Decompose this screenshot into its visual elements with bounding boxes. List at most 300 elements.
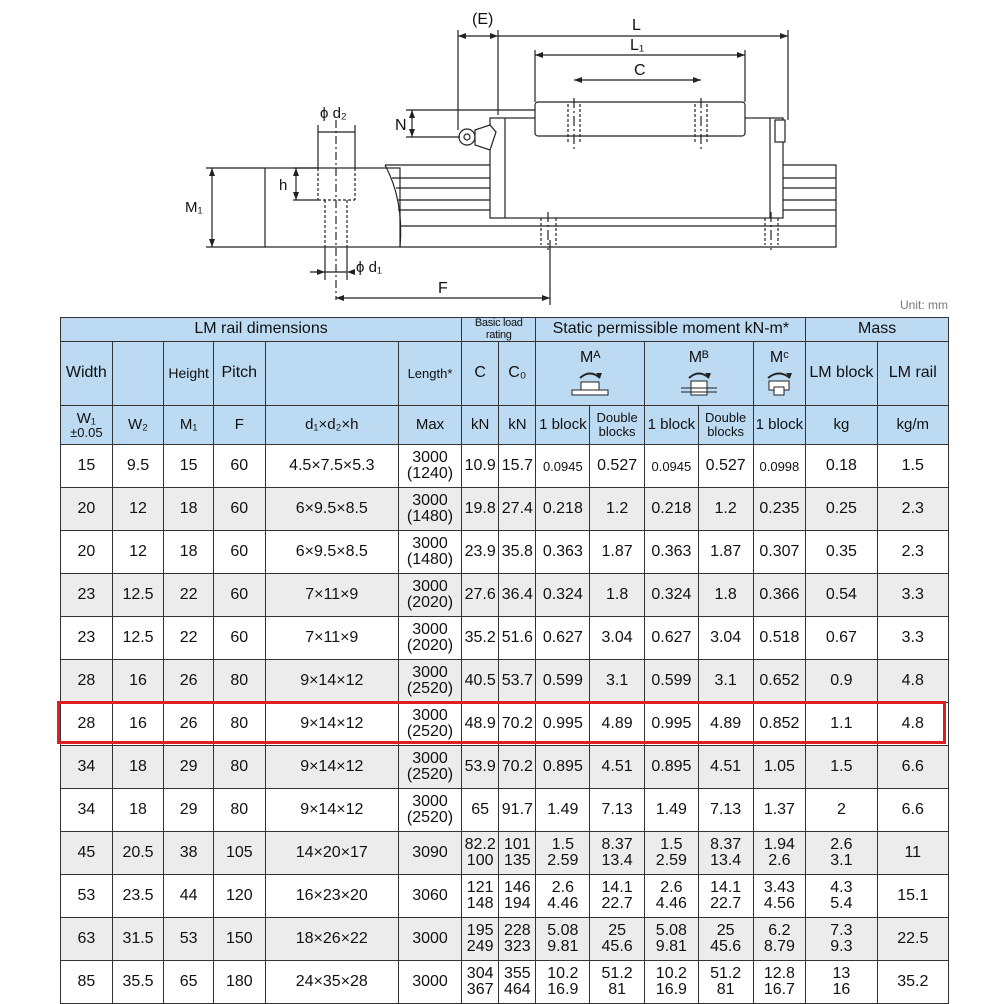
cell-value: 1.1 (830, 715, 853, 733)
cell-value: 121 (466, 879, 494, 897)
cell-value: 81 (608, 981, 626, 999)
cell-ma-one-block (536, 617, 590, 660)
cell-value: 3.04 (710, 629, 742, 647)
cell-mb-double-blocks (698, 875, 753, 918)
cell-mc-one-block (753, 531, 806, 574)
cell-mc-one-block (753, 875, 806, 918)
cell-pitch-f: 80 (213, 703, 265, 746)
cell-value: 3000 (412, 973, 448, 991)
cell-value: 2.6 (768, 852, 791, 870)
cell-w2: 12.5 (112, 617, 164, 660)
moment-b-icon (677, 369, 721, 397)
cell-value: 82.2 (464, 836, 496, 854)
table-row (61, 875, 949, 918)
cell-mb-double-blocks (698, 746, 753, 789)
cell-value: 0.518 (759, 629, 800, 647)
cell-ma-double-blocks (590, 918, 645, 961)
cell-c (462, 789, 499, 832)
cell-value: 3.04 (601, 629, 633, 647)
header-mb (645, 342, 754, 406)
cell-c (462, 832, 499, 875)
cell-pitch-f: 80 (213, 789, 265, 832)
cell-w2: 31.5 (112, 918, 164, 961)
cell-c0 (499, 531, 536, 574)
cell-pitch-f: 60 (213, 617, 265, 660)
cell-value: 464 (504, 981, 531, 999)
label-h: h (279, 177, 288, 194)
cell-d1-d2-h: 18×26×22 (265, 918, 398, 961)
cell-pitch-f: 60 (213, 531, 265, 574)
header-mc-label: Mᶜ (769, 349, 789, 367)
cell-mb-one-block (645, 918, 699, 961)
cell-ma-double-blocks (590, 445, 645, 488)
cell-value: 0.599 (542, 672, 583, 690)
cell-value: 195 (466, 922, 494, 940)
header-ma (536, 342, 645, 406)
header-blank-dims (265, 342, 398, 406)
cell-value: 53.7 (501, 672, 533, 690)
cell-value: 7.13 (710, 801, 742, 819)
cell-value: 0.0998 (759, 458, 800, 474)
cell-lm-rail-kgm: 1.5 (877, 445, 948, 488)
cell-value: 1.8 (714, 586, 737, 604)
header-rail-dimensions: LM rail dimensions (61, 318, 462, 342)
cell-value: 304 (466, 965, 494, 983)
cell-value: 4.89 (710, 715, 742, 733)
cell-value: 3000 (412, 621, 448, 639)
cell-length-max (398, 531, 461, 574)
cell-value: 15.7 (501, 457, 533, 475)
cell-lm-block-kg (806, 488, 877, 531)
cell-width-w1: 34 (61, 789, 113, 832)
cell-value: 16 (832, 981, 851, 999)
cell-mb-double-blocks (698, 832, 753, 875)
cell-value: 0.0945 (651, 458, 692, 474)
cell-value: 228 (504, 922, 531, 940)
cell-value: 1.49 (655, 801, 687, 819)
cell-value: 3.1 (605, 672, 629, 690)
cell-lm-block-kg (806, 660, 877, 703)
cell-w2: 12 (112, 531, 164, 574)
header-mass: Mass (806, 318, 949, 342)
header-w1-label: W₁ (76, 410, 96, 428)
cell-pitch-f: 150 (213, 918, 265, 961)
cell-value: 0.527 (705, 457, 746, 475)
cell-d1-d2-h: 9×14×12 (265, 660, 398, 703)
label-d1: ϕ d₁ (356, 259, 382, 276)
cell-value: 45.6 (710, 938, 742, 956)
cell-w2: 16 (112, 660, 164, 703)
cell-value: 0.0945 (542, 458, 583, 474)
cell-value: 4.46 (547, 895, 579, 913)
cell-value: 0.54 (825, 586, 857, 604)
cell-value: 13.4 (601, 852, 633, 870)
cell-height-m1: 65 (164, 961, 214, 1004)
header-ma-one-block: 1 block (536, 406, 590, 445)
cell-lm-rail-kgm: 4.8 (877, 660, 948, 703)
table-row (61, 574, 949, 617)
cell-mc-one-block (753, 660, 806, 703)
cell-c0 (499, 789, 536, 832)
cell-value: 3.1 (830, 852, 853, 870)
unit-note: Unit: mm (900, 298, 948, 310)
cell-c (462, 531, 499, 574)
cell-height-m1: 26 (164, 703, 214, 746)
cell-ma-double-blocks (590, 660, 645, 703)
cell-value: 70.2 (501, 758, 533, 776)
cell-width-w1: 28 (61, 703, 113, 746)
cell-height-m1: 15 (164, 445, 214, 488)
table-row (61, 660, 949, 703)
cell-lm-rail-kgm: 3.3 (877, 574, 948, 617)
cell-value: 14.1 (601, 879, 633, 897)
cell-lm-rail-kgm: 3.3 (877, 617, 948, 660)
header-ma-label: Mᴬ (579, 349, 601, 367)
cell-d1-d2-h: 6×9.5×8.5 (265, 531, 398, 574)
cell-lm-block-kg (806, 531, 877, 574)
label-n: N (395, 117, 407, 134)
cell-w2: 35.5 (112, 961, 164, 1004)
cell-value: 0.18 (825, 457, 857, 475)
cell-value: 51.2 (601, 965, 633, 983)
cell-mb-double-blocks (698, 531, 753, 574)
cell-value: 148 (466, 895, 494, 913)
table-row (61, 617, 949, 660)
cell-length-max (398, 961, 461, 1004)
cell-value: 3000 (412, 707, 448, 725)
cell-w2: 23.5 (112, 875, 164, 918)
cell-c0 (499, 617, 536, 660)
cell-mb-one-block (645, 660, 699, 703)
cell-value: (2020) (406, 594, 454, 612)
cell-mc-one-block (753, 617, 806, 660)
cell-value: 323 (504, 938, 531, 956)
cell-mb-double-blocks (698, 660, 753, 703)
cell-w2: 12.5 (112, 574, 164, 617)
header-c-unit: kN (462, 406, 499, 445)
cell-value: 81 (716, 981, 735, 999)
specification-table (60, 317, 949, 1004)
cell-value: 10.2 (547, 965, 579, 983)
cell-width-w1: 23 (61, 574, 113, 617)
header-f: F (213, 406, 265, 445)
cell-length-max (398, 703, 461, 746)
cell-d1-d2-h: 24×35×28 (265, 961, 398, 1004)
table-row (61, 445, 949, 488)
cell-d1-d2-h: 7×11×9 (265, 574, 398, 617)
cell-value: 4.51 (601, 758, 633, 776)
cell-w2: 18 (112, 789, 164, 832)
cell-length-max (398, 918, 461, 961)
cell-lm-block-kg (806, 918, 877, 961)
cell-value: 25 (608, 922, 626, 940)
header-mb-label: Mᴮ (688, 349, 709, 367)
cell-value: 12.8 (763, 965, 795, 983)
cell-mb-one-block (645, 574, 699, 617)
cell-pitch-f: 80 (213, 660, 265, 703)
label-l1: L₁ (630, 37, 645, 54)
cell-pitch-f: 60 (213, 445, 265, 488)
header-row-names (61, 342, 949, 406)
cell-d1-d2-h: 4.5×7.5×5.3 (265, 445, 398, 488)
cell-value: 5.08 (655, 922, 687, 940)
cell-lm-block-kg (806, 445, 877, 488)
cell-lm-block-kg (806, 789, 877, 832)
cell-value: 16.7 (763, 981, 795, 999)
cell-value: 1.87 (710, 543, 742, 561)
cell-c0 (499, 832, 536, 875)
cell-length-max (398, 445, 461, 488)
cell-height-m1: 18 (164, 531, 214, 574)
cell-value: 8.79 (763, 938, 795, 956)
cell-value: 27.6 (464, 586, 496, 604)
cell-value: 7.13 (601, 801, 633, 819)
cell-value: 6.2 (768, 922, 791, 940)
cell-mb-one-block (645, 875, 699, 918)
cell-ma-double-blocks (590, 531, 645, 574)
cell-value: 0.35 (825, 543, 857, 561)
cell-width-w1: 63 (61, 918, 113, 961)
cell-value: 70.2 (501, 715, 533, 733)
cell-value: 1.5 (830, 758, 853, 776)
cell-value: 9.81 (655, 938, 687, 956)
cell-value: 3000 (412, 492, 448, 510)
cell-value: 53.9 (464, 758, 496, 776)
cell-value: 2.6 (551, 879, 574, 897)
cell-value: 36.4 (501, 586, 533, 604)
cell-width-w1: 45 (61, 832, 113, 875)
cell-ma-double-blocks (590, 574, 645, 617)
cell-height-m1: 29 (164, 789, 214, 832)
cell-value: 194 (504, 895, 531, 913)
header-mb-double-blocks: Double blocks (698, 406, 753, 445)
cell-value: 0.627 (651, 629, 692, 647)
cell-c (462, 703, 499, 746)
cell-value: (2520) (406, 809, 454, 827)
cell-mb-one-block (645, 789, 699, 832)
cell-value: 1.5 (660, 836, 683, 854)
cell-c (462, 875, 499, 918)
cell-value: 135 (504, 852, 531, 870)
cell-value: 40.5 (464, 672, 496, 690)
header-c: C (462, 342, 499, 406)
cell-value: 91.7 (501, 801, 533, 819)
cell-ma-double-blocks (590, 832, 645, 875)
cell-length-max (398, 875, 461, 918)
cell-value: 3090 (412, 844, 448, 862)
cell-value: 0.852 (759, 715, 800, 733)
cell-value: 2.59 (547, 852, 579, 870)
cell-lm-rail-kgm: 35.2 (877, 961, 948, 1004)
header-max: Max (398, 406, 461, 445)
cell-mc-one-block (753, 746, 806, 789)
cell-value: 35.8 (501, 543, 533, 561)
cell-mb-one-block (645, 746, 699, 789)
cell-value: 100 (466, 852, 494, 870)
cell-mb-double-blocks (698, 488, 753, 531)
moment-c-icon (762, 369, 796, 397)
cell-mc-one-block (753, 961, 806, 1004)
header-c0-unit: kN (499, 406, 536, 445)
cell-w2: 9.5 (112, 445, 164, 488)
cell-pitch-f: 180 (213, 961, 265, 1004)
technical-drawing (0, 0, 1000, 318)
header-lm-rail: LM rail (877, 342, 948, 406)
cell-c0 (499, 746, 536, 789)
cell-ma-double-blocks (590, 789, 645, 832)
cell-width-w1: 34 (61, 746, 113, 789)
cell-height-m1: 44 (164, 875, 214, 918)
cell-length-max (398, 617, 461, 660)
cell-width-w1: 28 (61, 660, 113, 703)
cell-mb-one-block (645, 445, 699, 488)
cell-value: 4.51 (710, 758, 742, 776)
label-l: L (632, 17, 641, 34)
cell-lm-rail-kgm: 22.5 (877, 918, 948, 961)
cell-length-max (398, 746, 461, 789)
header-basic-load-rating: Basic load rating (462, 318, 536, 342)
cell-mb-one-block (645, 617, 699, 660)
cell-value: 23.9 (464, 543, 496, 561)
cell-mc-one-block (753, 703, 806, 746)
cell-value: 22.7 (601, 895, 633, 913)
cell-ma-one-block (536, 961, 590, 1004)
table-row (61, 488, 949, 531)
cell-value: 10.2 (655, 965, 687, 983)
cell-value: 5.08 (547, 922, 579, 940)
cell-d1-d2-h: 9×14×12 (265, 703, 398, 746)
cell-pitch-f: 80 (213, 746, 265, 789)
cell-width-w1: 85 (61, 961, 113, 1004)
cell-w2: 16 (112, 703, 164, 746)
cell-ma-double-blocks (590, 488, 645, 531)
cell-value: 2.6 (660, 879, 683, 897)
cell-value: 0.895 (542, 758, 583, 776)
table-row (61, 789, 949, 832)
cell-c (462, 746, 499, 789)
cell-pitch-f: 60 (213, 488, 265, 531)
cell-ma-double-blocks (590, 617, 645, 660)
cell-value: 0.235 (759, 500, 800, 518)
cell-mb-one-block (645, 703, 699, 746)
cell-lm-block-kg (806, 961, 877, 1004)
header-static-moment: Static permissible moment kN-m* (536, 318, 806, 342)
cell-w2: 18 (112, 746, 164, 789)
cell-ma-one-block (536, 574, 590, 617)
cell-width-w1: 53 (61, 875, 113, 918)
cell-c (462, 445, 499, 488)
cell-value: 51.2 (710, 965, 742, 983)
cell-value: 3.1 (714, 672, 737, 690)
header-m1: M₁ (164, 406, 214, 445)
label-e: (E) (472, 11, 494, 28)
header-lm-block: LM block (806, 342, 877, 406)
cell-value: 1.49 (547, 801, 579, 819)
cell-length-max (398, 832, 461, 875)
cell-pitch-f: 60 (213, 574, 265, 617)
cell-mc-one-block (753, 574, 806, 617)
label-c: C (634, 62, 646, 79)
cell-width-w1: 23 (61, 617, 113, 660)
cell-d1-d2-h: 14×20×17 (265, 832, 398, 875)
cell-height-m1: 26 (164, 660, 214, 703)
cell-ma-one-block (536, 789, 590, 832)
cell-value: 25 (716, 922, 735, 940)
cell-mc-one-block (753, 445, 806, 488)
cell-mb-double-blocks (698, 961, 753, 1004)
cell-value: 0.527 (597, 457, 638, 475)
cell-value: 1.05 (763, 758, 795, 776)
cell-c0 (499, 488, 536, 531)
cell-value: 367 (466, 981, 494, 999)
cell-value: 10.9 (464, 457, 496, 475)
cell-value: 65 (471, 801, 490, 819)
cell-d1-d2-h: 9×14×12 (265, 789, 398, 832)
cell-value: 19.8 (464, 500, 496, 518)
cell-value: 2.6 (830, 836, 853, 854)
cell-c0 (499, 961, 536, 1004)
cell-d1-d2-h: 7×11×9 (265, 617, 398, 660)
cell-pitch-f: 120 (213, 875, 265, 918)
cell-value: 1.2 (714, 500, 737, 518)
cell-ma-double-blocks (590, 746, 645, 789)
cell-mb-one-block (645, 488, 699, 531)
cell-value: 3000 (412, 664, 448, 682)
cell-ma-one-block (536, 531, 590, 574)
cell-ma-one-block (536, 703, 590, 746)
cell-mb-double-blocks (698, 703, 753, 746)
cell-ma-double-blocks (590, 703, 645, 746)
cell-value: 3000 (412, 535, 448, 553)
cell-value: 0.307 (759, 543, 800, 561)
cell-value: 9.81 (547, 938, 579, 956)
cell-value: 4.89 (601, 715, 633, 733)
cell-lm-block-kg (806, 574, 877, 617)
cell-value: 2.59 (655, 852, 687, 870)
header-c0: C₀ (499, 342, 536, 406)
cell-value: 101 (504, 836, 531, 854)
cell-c0 (499, 918, 536, 961)
cell-d1-d2-h: 6×9.5×8.5 (265, 488, 398, 531)
cell-value: 7.3 (830, 922, 853, 940)
cell-lm-rail-kgm: 6.6 (877, 746, 948, 789)
cell-mb-double-blocks (698, 918, 753, 961)
cell-height-m1: 22 (164, 574, 214, 617)
cell-mc-one-block (753, 789, 806, 832)
cell-mb-double-blocks (698, 617, 753, 660)
cell-length-max (398, 789, 461, 832)
cell-value: 0.599 (651, 672, 692, 690)
header-kgm: kg/m (877, 406, 948, 445)
cell-length-max (398, 488, 461, 531)
cell-height-m1: 53 (164, 918, 214, 961)
cell-value: 0.995 (651, 715, 692, 733)
cell-value: 4.3 (830, 879, 853, 897)
header-blank-w2 (112, 342, 164, 406)
cell-c0 (499, 875, 536, 918)
cell-width-w1: 20 (61, 531, 113, 574)
cell-value: 16.9 (547, 981, 579, 999)
cell-value: 0.218 (651, 500, 692, 518)
cell-value: 0.9 (830, 672, 853, 690)
cell-value: (1480) (406, 551, 454, 569)
cell-height-m1: 18 (164, 488, 214, 531)
table-row-highlighted (61, 703, 949, 746)
cell-lm-block-kg (806, 617, 877, 660)
cell-value: 0.67 (825, 629, 857, 647)
cell-value: 1.37 (763, 801, 795, 819)
cell-w2: 20.5 (112, 832, 164, 875)
